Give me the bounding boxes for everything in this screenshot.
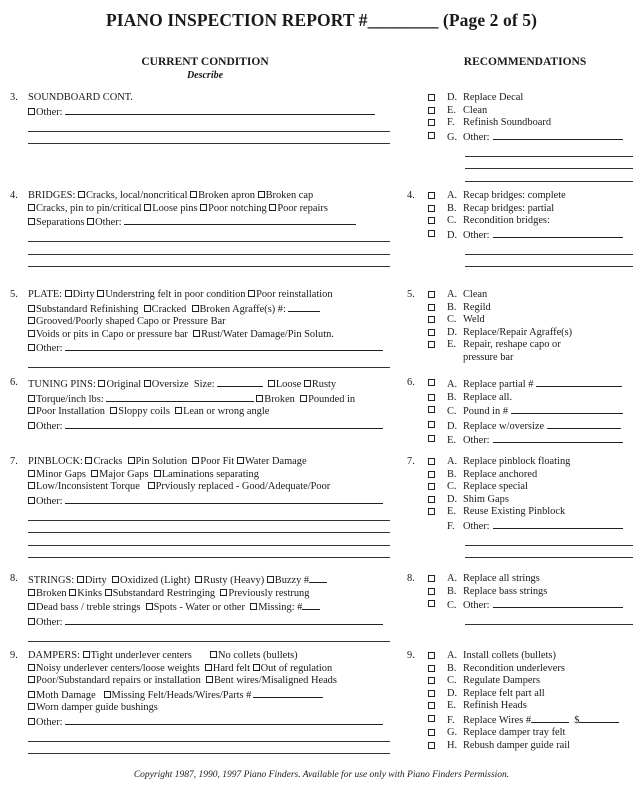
checkbox[interactable] [428, 205, 435, 212]
checkbox[interactable] [28, 218, 35, 225]
write-in-line[interactable] [28, 533, 390, 546]
checkbox[interactable] [28, 497, 35, 504]
checkbox[interactable] [256, 395, 263, 402]
option-label: Cracks, pin to pin/critical [36, 202, 142, 214]
checkbox[interactable] [192, 305, 199, 312]
option-label: Lean or wrong angle [183, 406, 270, 417]
checkbox[interactable] [28, 589, 35, 596]
rec-label: Replace partial # [463, 379, 534, 390]
fill-in-line[interactable] [65, 105, 375, 115]
rec-label: Shim Gaps [463, 493, 509, 505]
fill-in-line[interactable] [65, 615, 383, 625]
checkbox[interactable] [110, 407, 117, 414]
fill-in-line[interactable] [106, 392, 254, 402]
checkbox[interactable] [428, 435, 435, 442]
option-label: Dead bass / treble strings [36, 602, 141, 613]
option-label: Voids or pits in Capo or pressure bar [36, 328, 188, 340]
option-label: Missing: # [258, 602, 303, 613]
option-label: Broken [264, 393, 295, 405]
checkbox[interactable] [144, 204, 151, 211]
checkbox[interactable] [28, 676, 35, 683]
write-in-line[interactable] [465, 144, 633, 157]
option-label: Buzzy # [274, 575, 310, 586]
checkbox[interactable] [428, 107, 435, 114]
dampers-recommendations: 9. A. Install collets (bullets) B. Recondition underlevers C. Regulate Dampers D. Replace felt part all E. Refinish Heads F. Replace Wires # $ G. Replace damper tray felt H. Rebush damper guide rail [407, 650, 637, 752]
checkbox[interactable] [300, 395, 307, 402]
checkbox[interactable] [428, 575, 435, 582]
rec-label: Replace bass strings [463, 585, 548, 597]
section-number: 9. [407, 650, 415, 661]
option-label: Low/Inconsistent Torque [36, 481, 140, 492]
checkbox[interactable] [428, 406, 435, 413]
fill-in-line[interactable] [288, 302, 320, 312]
section-heading: SOUNDBOARD CONT. [28, 92, 133, 103]
fill-in-line[interactable] [531, 713, 569, 723]
soundboard-condition [10, 92, 393, 144]
checkbox[interactable] [428, 665, 435, 672]
rec-label: Regulate Dampers [463, 675, 541, 686]
section-heading: TUNING PINS: [28, 379, 96, 390]
rec-label: Recondition bridges: [463, 215, 550, 226]
fill-in-line[interactable] [547, 419, 621, 429]
write-in-line[interactable] [28, 729, 390, 742]
option-label: Pounded in [308, 393, 356, 405]
checkbox[interactable] [154, 470, 161, 477]
checkbox[interactable] [269, 204, 276, 211]
option-label: Torque/inch lbs: [36, 393, 104, 405]
checkbox[interactable] [428, 458, 435, 465]
checkbox[interactable] [428, 316, 435, 323]
write-in-line[interactable] [465, 546, 633, 559]
checkbox[interactable] [428, 715, 435, 722]
checkbox[interactable] [83, 651, 90, 658]
fill-in-line[interactable] [302, 600, 320, 610]
checkbox[interactable] [428, 483, 435, 490]
rec-label: Replace all. [463, 391, 513, 403]
fill-in-line[interactable] [493, 433, 623, 443]
option-label: Separations [36, 217, 85, 228]
checkbox[interactable] [28, 482, 35, 489]
fill-in-line[interactable] [493, 228, 623, 238]
checkbox[interactable] [428, 94, 435, 101]
option-label: Poor reinstallation [256, 289, 333, 300]
checkbox[interactable] [428, 471, 435, 478]
section-number: 8. [10, 573, 18, 584]
option-label: Loose [275, 379, 302, 390]
rec-label: Clean [463, 104, 488, 116]
option-label: Bent wires/Misaligned Heads [213, 675, 337, 686]
checkbox[interactable] [87, 218, 94, 225]
rec-label: Replace Decal [463, 92, 524, 103]
option-label: Cracks [93, 456, 123, 467]
option-label: Substandard Refinishing [36, 303, 139, 315]
rec-label: Regild [463, 301, 491, 313]
option-label: Rusty [311, 379, 337, 390]
option-label: Grooved/Poorly shaped Capo or Pressure Bar [36, 316, 226, 327]
rec-label: Replace pinblock floating [463, 456, 571, 467]
section-number: 7. [407, 456, 415, 467]
checkbox[interactable] [428, 217, 435, 224]
checkbox[interactable] [258, 191, 265, 198]
checkbox[interactable] [190, 191, 197, 198]
option-label: Original [106, 379, 142, 390]
rec-label-suffix: $ [574, 714, 580, 726]
checkbox[interactable] [220, 589, 227, 596]
fill-in-line[interactable] [217, 377, 263, 387]
option-label: Understring felt in poor condition [105, 289, 246, 300]
checkbox[interactable] [28, 664, 35, 671]
fill-in-line[interactable] [65, 419, 383, 429]
pinblock-condition [10, 456, 393, 558]
soundboard-recommendations: D. Replace Decal E. Clean F. Refinish Soundboard G. Other: [407, 92, 637, 182]
plate-recommendations: 5. A. Clean B. Regild C. Weld D. Replace/Repair Agraffe(s) E. Repair, reshape capo or pressure bar [407, 289, 637, 364]
write-in-line[interactable] [28, 546, 390, 559]
option-label: Tight underlever centers [90, 650, 192, 661]
checkbox[interactable] [428, 291, 435, 298]
checkbox[interactable] [428, 652, 435, 659]
option-label: Loose pins [152, 202, 198, 214]
section-heading: PINBLOCK: [28, 456, 83, 467]
checkbox[interactable] [77, 576, 84, 583]
strings-recommendations: 8. A. Replace all strings B. Replace bass strings C. Other: [407, 573, 637, 625]
section-number: 4. [407, 190, 415, 201]
option-label: Prviously replaced - Good/Adequate/Poor [155, 481, 331, 492]
checkbox[interactable] [428, 132, 435, 139]
checkbox[interactable] [200, 204, 207, 211]
checkbox[interactable] [144, 305, 151, 312]
checkbox[interactable] [428, 690, 435, 697]
option-label: Size: [193, 379, 215, 390]
checkbox[interactable] [112, 576, 119, 583]
option-label: Poor Fit [200, 456, 235, 467]
option-label: Oxidized (Light) [119, 575, 191, 586]
option-label: Poor/Substandard repairs or installation [36, 675, 201, 686]
option-label: Broken cap [265, 190, 314, 201]
section-number: 8. [407, 573, 415, 584]
checkbox[interactable] [206, 676, 213, 683]
checkbox[interactable] [28, 108, 35, 115]
checkbox[interactable] [428, 329, 435, 336]
write-in-line[interactable] [28, 255, 390, 268]
checkbox[interactable] [193, 330, 200, 337]
rec-label: Replace Wires # [463, 714, 532, 726]
checkbox[interactable] [105, 589, 112, 596]
checkbox[interactable] [128, 457, 135, 464]
rec-label: Recap bridges: complete [463, 190, 566, 201]
checkbox[interactable] [28, 395, 35, 402]
section-heading: DAMPERS: [28, 650, 80, 661]
fill-in-line[interactable] [65, 341, 383, 351]
checkbox[interactable] [428, 600, 435, 607]
tuning-pins-condition [10, 377, 393, 433]
rec-label: Other: [463, 131, 490, 143]
fill-in-line[interactable] [65, 494, 383, 504]
checkbox[interactable] [98, 380, 105, 387]
checkbox[interactable] [267, 576, 274, 583]
fill-in-line[interactable] [253, 688, 323, 698]
checkbox[interactable] [304, 380, 311, 387]
section-number: 9. [10, 650, 18, 661]
strings-condition [10, 573, 393, 642]
recommendations-header: RECOMMENDATIONS [463, 56, 587, 68]
option-label: No collets (bullets) [217, 650, 298, 661]
section-number: 7. [10, 456, 18, 467]
checkbox[interactable] [428, 230, 435, 237]
option-label: Cracked [151, 303, 187, 315]
write-in-line[interactable] [28, 521, 390, 534]
fill-in-line[interactable] [124, 215, 356, 225]
fill-in-line[interactable] [493, 598, 623, 608]
option-label: Broken apron [198, 190, 255, 201]
tuning-pins-recommendations: 6. A. Replace partial # B. Replace all. C. Pound in # D. Replace w/oversize E. Other: [407, 377, 637, 448]
rec-label: Replace felt part all [463, 687, 545, 699]
checkbox[interactable] [97, 290, 104, 297]
rec-label: Refinish Soundboard [463, 117, 552, 128]
option-label: Moth Damage [36, 689, 96, 701]
page-title: PIANO INSPECTION REPORT #________ (Page 2 of 5) [105, 10, 538, 30]
rec-label: Clean [463, 289, 488, 300]
rec-label: Replace special [463, 481, 528, 492]
rec-label: Reuse Existing Pinblock [463, 506, 566, 517]
rec-label: Repair, reshape capo or [463, 339, 561, 350]
option-label: Substandard Restringing [112, 587, 216, 599]
describe-subheader: Describe [186, 70, 224, 81]
rec-label: Rebush damper guide rail [463, 739, 571, 751]
write-in-line[interactable] [465, 613, 633, 626]
write-in-line[interactable] [465, 255, 633, 268]
checkbox[interactable] [28, 305, 35, 312]
checkbox[interactable] [28, 317, 35, 324]
checkbox[interactable] [28, 470, 35, 477]
copyright-footer: Copyright 1987, 1990, 1997 Piano Finders. Available for use only with Piano Finders Permission. [133, 770, 510, 780]
section-number: 5. [407, 289, 415, 300]
checkbox[interactable] [237, 457, 244, 464]
write-in-line[interactable] [465, 533, 633, 546]
checkbox[interactable] [195, 576, 202, 583]
section-number: 6. [10, 377, 18, 388]
option-label: Laminations separating [161, 468, 259, 480]
option-label: Dirty [72, 289, 95, 300]
section-number: 6. [407, 377, 415, 388]
option-label: Missing Felt/Heads/Wires/Parts # [111, 689, 252, 701]
checkbox[interactable] [175, 407, 182, 414]
fill-in-line[interactable] [511, 404, 623, 414]
checkbox[interactable] [28, 407, 35, 414]
checkbox[interactable] [205, 664, 212, 671]
fill-in-line[interactable] [493, 519, 623, 529]
checkbox[interactable] [28, 703, 35, 710]
option-label: Dirty [84, 575, 107, 586]
option-label: Other: [36, 420, 63, 432]
checkbox[interactable] [85, 457, 92, 464]
option-label: Rusty (Heavy) [203, 575, 265, 586]
rec-label: Replace/Repair Agraffe(s) [463, 326, 573, 338]
option-label: Oversize [151, 379, 189, 390]
option-label: Pin Solution [135, 456, 188, 467]
checkbox[interactable] [28, 618, 35, 625]
checkbox[interactable] [28, 204, 35, 211]
checkbox[interactable] [65, 290, 72, 297]
option-label: Noisy underlever centers/loose weights [36, 662, 200, 674]
checkbox[interactable] [428, 304, 435, 311]
option-label: Hard felt [212, 662, 251, 674]
checkbox[interactable] [428, 508, 435, 515]
write-in-line[interactable] [28, 119, 390, 132]
write-in-line[interactable] [28, 356, 390, 369]
fill-in-line[interactable] [579, 713, 619, 723]
checkbox[interactable] [428, 192, 435, 199]
option-label: Cracks, local/noncritical [85, 190, 188, 201]
option-label: Sloppy coils [118, 406, 170, 417]
option-label: Other: [36, 716, 63, 728]
checkbox[interactable] [69, 589, 76, 596]
rec-label: Replace w/oversize [463, 420, 545, 432]
option-label: Spots - Water or other [153, 602, 245, 613]
checkbox[interactable] [28, 603, 35, 610]
option-label: Rust/Water Damage/Pin Solutn. [201, 328, 334, 340]
option-label: Broken [36, 587, 67, 599]
checkbox[interactable] [428, 742, 435, 749]
bridges-condition [10, 190, 393, 267]
checkbox[interactable] [28, 344, 35, 351]
checkbox[interactable] [428, 496, 435, 503]
write-in-line[interactable] [465, 242, 633, 255]
option-label: Water Damage [244, 456, 307, 467]
checkbox[interactable] [28, 422, 35, 429]
rec-label: Weld [463, 314, 485, 325]
write-in-line[interactable] [28, 508, 390, 521]
checkbox[interactable] [428, 729, 435, 736]
fill-in-line[interactable] [536, 377, 622, 387]
checkbox[interactable] [428, 677, 435, 684]
checkbox[interactable] [428, 588, 435, 595]
checkbox[interactable] [428, 394, 435, 401]
option-label: Major Gaps [99, 468, 149, 480]
rec-label: Other: [463, 600, 490, 611]
current-condition-header: CURRENT CONDITION [141, 56, 269, 68]
option-label: Other: [36, 106, 63, 118]
option-label: Other: [36, 616, 63, 628]
option-label: Poor Installation [36, 406, 105, 417]
section-number: 5. [10, 289, 18, 300]
checkbox[interactable] [144, 380, 151, 387]
bridges-recommendations: 4. A. Recap bridges: complete B. Recap bridges: partial C. Recondition bridges: D. Other: [407, 190, 637, 267]
fill-in-line[interactable] [65, 715, 383, 725]
write-in-line[interactable] [28, 230, 390, 243]
section-heading: PLATE: [28, 289, 63, 300]
checkbox[interactable] [28, 691, 35, 698]
rec-label: Other: [463, 435, 490, 446]
rec-label: Install collets (bullets) [463, 650, 556, 661]
checkbox[interactable] [148, 482, 155, 489]
option-label: Out of regulation [260, 662, 333, 674]
checkbox[interactable] [210, 651, 217, 658]
checkbox[interactable] [91, 470, 98, 477]
checkbox[interactable] [192, 457, 199, 464]
option-label: Other: [36, 495, 63, 507]
write-in-line[interactable] [28, 629, 390, 642]
rec-label-continued: pressure bar [463, 351, 514, 363]
rec-label: Replace anchored [463, 468, 538, 480]
write-in-line[interactable] [28, 132, 390, 145]
checkbox[interactable] [104, 691, 111, 698]
plate-condition [10, 289, 393, 368]
write-in-line[interactable] [465, 169, 633, 182]
checkbox[interactable] [428, 702, 435, 709]
option-label: Previously restrung [228, 587, 310, 599]
fill-in-line[interactable] [493, 130, 623, 140]
checkbox[interactable] [428, 341, 435, 348]
rec-label: Recap bridges: partial [463, 202, 555, 214]
option-label: Poor repairs [277, 202, 328, 214]
rec-label: Other: [463, 520, 490, 532]
checkbox[interactable] [78, 191, 85, 198]
checkbox[interactable] [428, 119, 435, 126]
dampers-condition [10, 650, 393, 754]
checkbox[interactable] [28, 330, 35, 337]
option-label: Worn damper guide bushings [36, 702, 158, 713]
fill-in-line[interactable] [309, 573, 327, 583]
checkbox[interactable] [428, 421, 435, 428]
checkbox[interactable] [268, 380, 275, 387]
rec-label: Other: [463, 229, 490, 241]
write-in-line[interactable] [28, 742, 390, 755]
option-label: Other: [95, 217, 122, 228]
checkbox[interactable] [428, 379, 435, 386]
section-heading: BRIDGES: [28, 190, 76, 201]
checkbox[interactable] [146, 603, 153, 610]
rec-label: Replace all strings [463, 573, 540, 584]
option-label: Other: [36, 343, 63, 354]
option-label: Kinks [77, 587, 103, 599]
write-in-line[interactable] [28, 242, 390, 255]
section-heading: STRINGS: [28, 575, 75, 586]
option-label: Broken Agraffe(s) #: [199, 303, 286, 315]
rec-label: Refinish Heads [463, 700, 527, 711]
rec-label: Pound in # [463, 406, 509, 417]
section-number: 4. [10, 190, 18, 201]
write-in-line[interactable] [465, 157, 633, 170]
checkbox[interactable] [250, 603, 257, 610]
option-label: Poor notching [208, 202, 267, 214]
pinblock-recommendations: 7. A. Replace pinblock floating B. Replace anchored C. Replace special D. Shim Gaps E. Reuse Existing Pinblock F. Other: [407, 456, 637, 558]
checkbox[interactable] [28, 718, 35, 725]
rec-label: Recondition underlevers [463, 662, 565, 674]
section-number: 3. [10, 92, 18, 103]
rec-label: Replace damper tray felt [463, 727, 566, 738]
checkbox[interactable] [253, 664, 260, 671]
option-label: Minor Gaps [36, 468, 86, 480]
checkbox[interactable] [248, 290, 255, 297]
